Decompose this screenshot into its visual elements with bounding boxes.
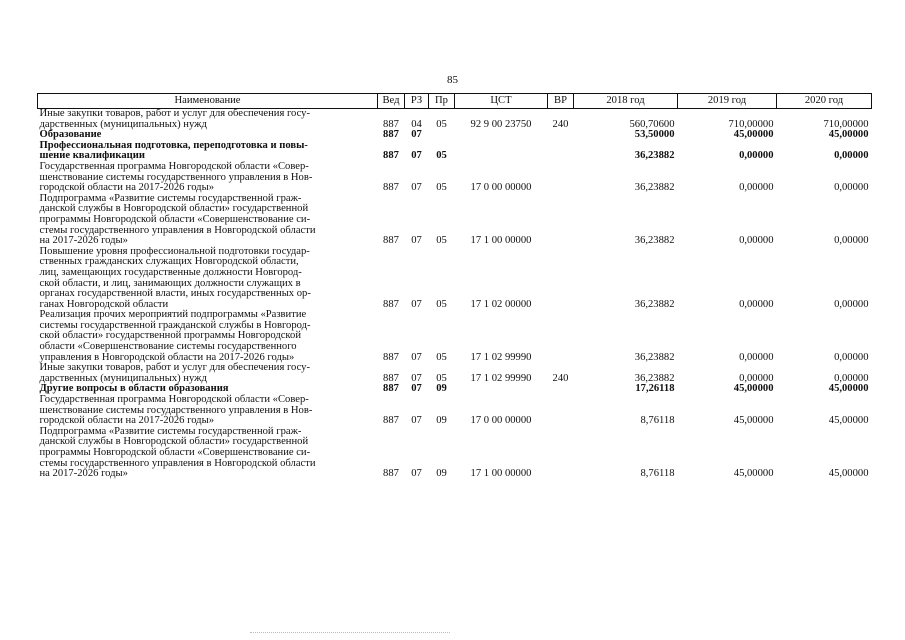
cell-rz: 07 (411, 351, 422, 363)
header-cst: ЦСТ (455, 94, 548, 109)
cell-ved: 887 (383, 351, 399, 363)
name-line: программы Новгородской области «Совершенствование си- (39, 213, 311, 225)
cell-2018: 36,23882 (634, 372, 675, 384)
name-line: Другие вопросы в области образования (39, 383, 229, 395)
cell-vr: 240 (552, 118, 569, 130)
name-line: Реализация прочих мероприятий подпрограммы «Развитие (39, 309, 307, 321)
cell-pr: 05 (436, 118, 447, 130)
name-line: шенствование системы государственного управления в Нов- (39, 171, 313, 183)
header-pr: Пр (429, 94, 455, 109)
cell-vr (548, 427, 574, 480)
header-2018: 2018 год (574, 94, 678, 109)
cell-vr (548, 395, 574, 427)
header-vr: ВР (548, 94, 574, 109)
cell-cst: 17 1 00 00000 (470, 235, 532, 247)
cell-name (38, 247, 378, 311)
cell-cst: 17 1 02 00000 (470, 298, 532, 310)
cell-vr (548, 194, 574, 247)
budget-table (37, 93, 872, 480)
name-line: данской службы в Новгородской области» государственной (39, 203, 309, 215)
cell-rz: 07 (411, 298, 422, 310)
header-name: Наименование (38, 94, 378, 109)
cell-vr (548, 162, 574, 194)
name-line: городской области на 2017-2026 годы» (39, 415, 214, 427)
table-row (38, 310, 872, 363)
name-line: стемы государственного управления в Новгородской области (39, 457, 316, 469)
cell-2020: 0,00000 (834, 298, 869, 310)
cell-pr: 05 (436, 372, 447, 384)
name-line: органах государственной власти, иных государственных ор- (39, 288, 311, 300)
table-row (38, 427, 872, 480)
cell-rz: 04 (411, 118, 422, 130)
cell-2019: 0,00000 (739, 235, 774, 247)
cell-2020: 45,00000 (828, 415, 869, 427)
cell-2019: 0,00000 (739, 298, 774, 310)
name-line: лиц, замещающих государственные должности Новгород- (39, 266, 302, 278)
name-line: ской области, и лиц, занимающих должности служащих в (39, 277, 301, 289)
cell-cst: 17 0 00 00000 (470, 415, 532, 427)
cell-2019: 710,00000 (728, 118, 774, 130)
cell-2018: 560,70600 (629, 118, 675, 130)
cell-2019: 0,00000 (739, 351, 774, 363)
cell-2019: 45,00000 (733, 383, 774, 395)
cell-name (38, 427, 378, 480)
cell-rz: 07 (411, 383, 422, 395)
table-row (38, 395, 872, 427)
cell-2020: 45,00000 (828, 468, 869, 480)
cell-2018: 36,23882 (634, 150, 675, 162)
cell-2019: 0,00000 (739, 372, 774, 384)
cell-2018: 36,23882 (634, 182, 675, 194)
cell-2018: 8,76118 (640, 415, 675, 427)
cell-cst: 17 0 00 00000 (470, 182, 532, 194)
table-row (38, 247, 872, 311)
name-line: управления в Новгородской области на 2017-2026 годы» (39, 351, 295, 363)
cell-pr: 05 (436, 351, 447, 363)
name-line: данской службы в Новгородской области» государственной (39, 436, 309, 448)
cell-2019: 45,00000 (733, 415, 774, 427)
cell-rz: 07 (411, 235, 422, 247)
name-line: Повышение уровня профессиональной подготовки государ- (39, 245, 310, 257)
cell-2018: 36,23882 (634, 235, 675, 247)
name-line: на 2017-2026 годы» (39, 468, 128, 480)
name-line: Государственная программа Новгородской области «Совер- (39, 160, 309, 172)
cell-pr: 09 (436, 383, 447, 395)
cell-2018: 36,23882 (634, 351, 675, 363)
cell-pr: 09 (436, 468, 447, 480)
cell-ved: 887 (383, 118, 399, 130)
cell-cst (455, 141, 548, 162)
cell-name (38, 141, 378, 162)
cell-rz: 07 (411, 182, 422, 194)
table-body (38, 109, 872, 480)
name-line: шенствование системы государственного управления в Нов- (39, 404, 313, 416)
cell-2018: 8,76118 (640, 468, 675, 480)
cell-name (38, 109, 378, 131)
cell-ved: 887 (383, 383, 399, 395)
header-rz: РЗ (405, 94, 429, 109)
cell-2019: 45,00000 (733, 129, 774, 141)
cell-2020: 0,00000 (834, 150, 869, 162)
cell-2020: 710,00000 (823, 118, 869, 130)
cell-pr: 09 (436, 415, 447, 427)
cell-cst: 17 1 02 99990 (470, 351, 532, 363)
page-number: 85 (447, 74, 458, 86)
header-ved: Вед (378, 94, 405, 109)
header-2019: 2019 год (678, 94, 777, 109)
cell-pr: 05 (436, 150, 447, 162)
cell-vr (548, 130, 574, 141)
name-line: дарственных (муниципальных) нужд (39, 118, 207, 130)
cell-ved: 887 (383, 235, 399, 247)
cell-cst (455, 384, 548, 395)
scan-artifact (250, 632, 450, 635)
name-line: ской области» государственной программы Новгородской (39, 330, 301, 342)
cell-rz: 07 (411, 150, 422, 162)
cell-name (38, 310, 378, 363)
cell-ved: 887 (383, 468, 399, 480)
name-line: городской области на 2017-2026 годы» (39, 182, 214, 194)
cell-name (38, 395, 378, 427)
cell-ved: 887 (383, 150, 399, 162)
name-line: Подпрограмма «Развитие системы государственной граж- (39, 192, 302, 204)
name-line: шение квалификации (39, 150, 145, 162)
cell-pr: 05 (436, 182, 447, 194)
cell-2020: 0,00000 (834, 182, 869, 194)
cell-2019: 45,00000 (733, 468, 774, 480)
cell-ved: 887 (383, 415, 399, 427)
cell-ved: 887 (383, 298, 399, 310)
name-line: области «Совершенствование системы государственного (39, 341, 297, 353)
name-line: системы государственной гражданской службы в Новгород- (39, 319, 311, 331)
table-row (38, 363, 872, 384)
header-2020: 2020 год (777, 94, 872, 109)
cell-2020: 45,00000 (828, 383, 869, 395)
name-line: на 2017-2026 годы» (39, 235, 128, 247)
cell-vr (548, 141, 574, 162)
table-header-row (38, 94, 872, 109)
cell-vr (548, 247, 574, 311)
name-line: Иные закупки товаров, работ и услуг для обеспечения госу- (39, 362, 311, 374)
cell-name (38, 162, 378, 194)
cell-name (38, 363, 378, 384)
cell-vr (548, 384, 574, 395)
table-row (38, 162, 872, 194)
name-line: Образование (39, 129, 102, 141)
cell-2020: 0,00000 (834, 235, 869, 247)
cell-name (38, 194, 378, 247)
cell-cst: 17 1 02 99990 (470, 372, 532, 384)
cell-2018: 36,23882 (634, 298, 675, 310)
name-line: Профессиональная подготовка, переподготовка и повы- (39, 139, 308, 151)
cell-pr: 05 (436, 298, 447, 310)
cell-2018: 17,26118 (635, 383, 675, 395)
cell-vr (548, 310, 574, 363)
cell-cst: 17 1 00 00000 (470, 468, 532, 480)
cell-cst (455, 130, 548, 141)
cell-rz: 07 (411, 415, 422, 427)
table-row (38, 109, 872, 131)
name-line: программы Новгородской области «Совершенствование си- (39, 447, 311, 458)
cell-2020: 45,00000 (828, 129, 869, 141)
table-row (38, 141, 872, 162)
table-row (38, 194, 872, 247)
cell-2018: 53,50000 (634, 129, 675, 141)
cell-2020: 0,00000 (834, 372, 869, 384)
name-line: стемы государственного управления в Новгородской области (39, 224, 316, 236)
name-line: ственных гражданских служащих Новгородской области, (39, 256, 299, 268)
cell-2019: 0,00000 (739, 150, 774, 162)
cell-2019: 0,00000 (739, 182, 774, 194)
cell-pr (429, 130, 455, 141)
cell-pr: 05 (436, 235, 447, 247)
cell-rz: 07 (411, 372, 422, 384)
cell-ved: 887 (383, 372, 399, 384)
cell-cst: 92 9 00 23750 (470, 118, 532, 130)
cell-vr: 240 (552, 372, 569, 384)
cell-ved: 887 (383, 182, 399, 194)
name-line: Государственная программа Новгородской области «Совер- (39, 394, 309, 406)
cell-rz: 07 (411, 468, 422, 480)
cell-rz: 07 (411, 129, 422, 141)
name-line: Иные закупки товаров, работ и услуг для обеспечения госу- (39, 108, 311, 119)
name-line: дарственных (муниципальных) нужд (39, 372, 207, 384)
cell-2020: 0,00000 (834, 351, 869, 363)
name-line: ганах Новгородской области (39, 298, 169, 310)
cell-ved: 887 (383, 129, 399, 141)
name-line: Подпрограмма «Развитие системы государственной граж- (39, 425, 302, 437)
